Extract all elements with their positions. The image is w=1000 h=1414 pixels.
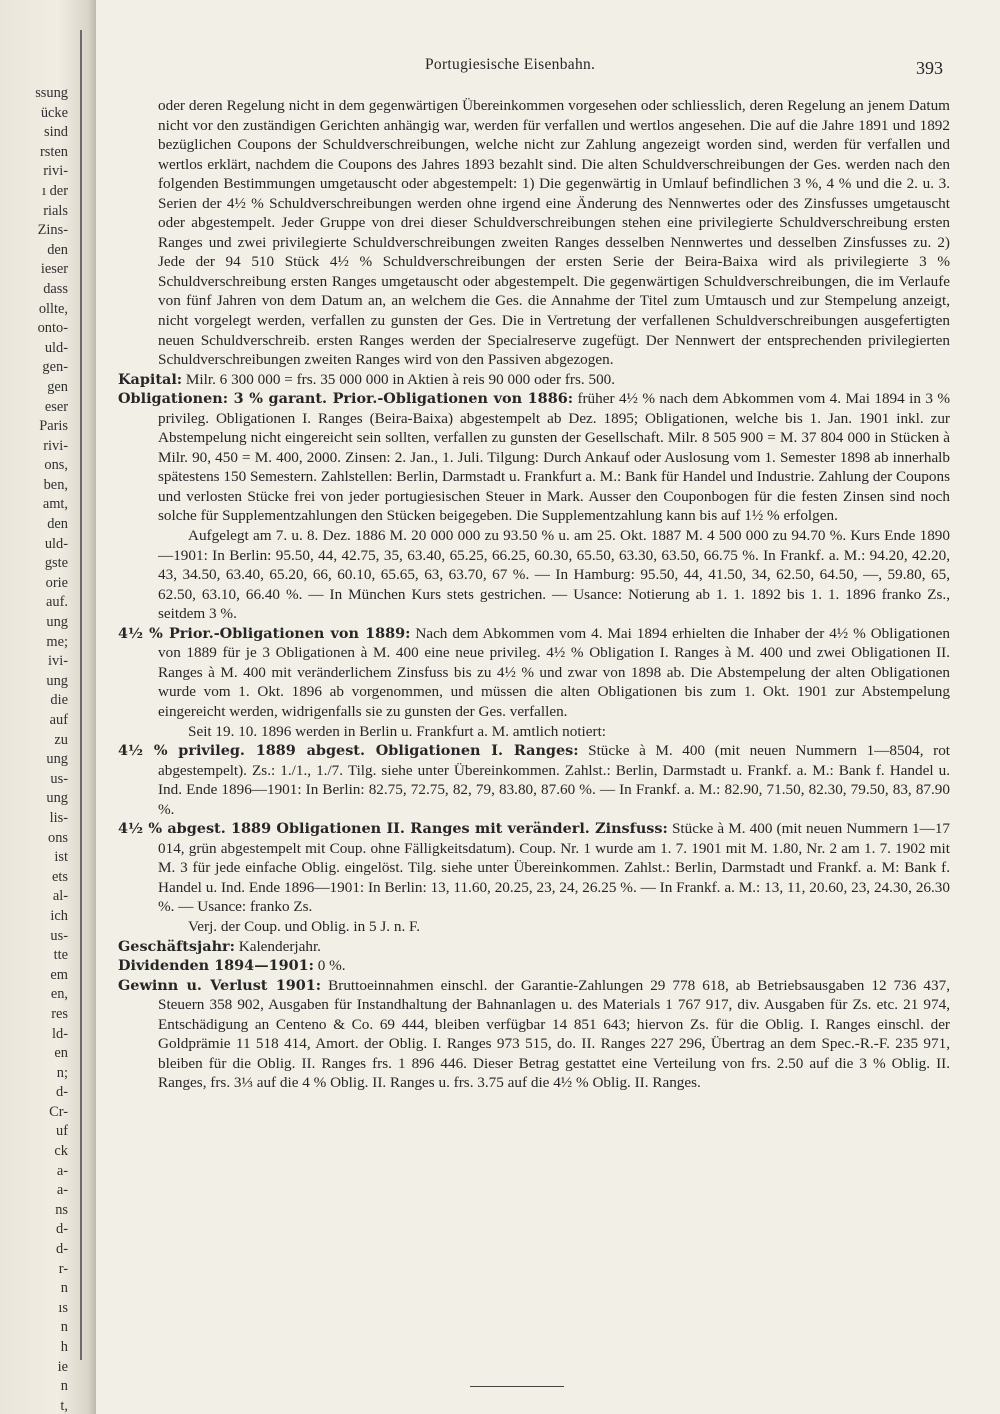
gewinn-verlust-text: Bruttoeinnahmen einschl. der Garantie-Zahlungen 29 778 618, ab Betriebsausgaben 12 736 437, Steuern 358 902, Ausgaben für Instandhaltung der Bahnanlagen u. des Materials 1 767 917, div. Ausgaben für Zs. etc. 21 974, Entschädigung an Centeno & Co. 69 444, bleiben verfügbar 14 851 643; hiervon Zs. für die Oblig. I. Ranges einschl. der Goldprämie 11 518 414, Amort. der Oblig. I. Ranges 973 515, do. II. Ranges 227 296, Übertrag an dem Spec.-R.-F. 235 971, bleiben für die Oblig. II. Ranges frs. 1 896 446. Dieser Betrag gestattet eine Verteilung von frs. 2.50 auf die 3 % Oblig. II. Ranges, frs. 3⅓ auf die 4 % Oblig. II. Ranges u. frs. 3.75 auf die 4½ % Oblig. II. Ranges.: [158, 976, 951, 1092]
margin-fragment: uld-: [44, 535, 68, 552]
margin-fragment: Cr-: [49, 1103, 68, 1120]
margin-fragment: ung: [46, 672, 68, 689]
margin-fragment: onto-: [37, 320, 68, 337]
obligationen-rang-1-text: Stücke à M. 400 (mit neuen Nummern 1—8504, rot abgestempelt). Zs.: 1./1., 1./7. Tilg. siehe unter Übereinkommen. Zahlst.: Berlin, Darmstadt u. Frankf. a. M.: Bank f. Handel u. Ind. Ende 1896—1901: In Berlin: 82.75, 72.75, 82, 79, 83.80, 87.60 %. — In Frankf. a. M.: 82.90, 71.50, 82.30, 79.50, 83, 87.90 %.: [158, 742, 951, 818]
heading-obligationen-1889: 4½ % Prior.-Obligationen von 1889:: [118, 624, 411, 642]
margin-fragment: Zins-: [37, 222, 68, 239]
margin-fragment: res: [51, 1005, 68, 1022]
paragraph-amtlich-notiert: Seit 19. 10. 1896 werden in Berlin u. Frankfurt a. M. amtlich notiert:: [188, 722, 607, 740]
margin-fragment: n: [60, 1378, 68, 1395]
margin-fragment: ben,: [43, 476, 68, 493]
dividenden-text: 0 %.: [317, 957, 346, 975]
margin-fragment: d-: [56, 1084, 68, 1101]
obligationen-1889-text: Nach dem Abkommen vom 4. Mai 1894 erhielten die Inhaber der 4½ % Obligationen von 1889 für je 3 Obligationen à M. 400 eine neue privileg. 4½ % Obligation I. Ranges à M. 400 und zwei Obligationen II. Ranges à M. 400 mit veränderlichem Zinsfuss bis zu 4½ % und zwar von 1898 ab. Die Abstempelung der alten Obligationen wurde vom 1. Okt. 1896 ab vorgenommen, und müssen die alten Obligationen bis zum 1. Okt. 1901 zur Abstempelung eingereicht werden, widrigenfalls sie zu gunsten der Ges. verfallen.: [158, 624, 950, 720]
margin-fragment: den: [47, 241, 68, 258]
entry-obligationen-1889: [118, 624, 950, 722]
margin-fragment: rials: [43, 202, 68, 219]
margin-fragment: n: [60, 1280, 68, 1297]
margin-fragment: en,: [50, 986, 68, 1003]
entry-gewinn-verlust: [118, 976, 950, 1093]
margin-fragment: tte: [53, 947, 68, 964]
margin-fragment: d-: [56, 1221, 68, 1238]
entry-geschaeftsjahr: [118, 937, 950, 957]
paragraph-verjaehrung: Verj. der Coup. und Oblig. in 5 J. n. F.: [188, 917, 421, 935]
heading-obligationen-rang-1: 4½ % privileg. 1889 abgest. Obligationen I. Ranges:: [118, 742, 579, 760]
margin-fragment: n;: [56, 1064, 68, 1081]
entry-kapital: [118, 370, 950, 390]
margin-fragment: ie: [57, 1358, 68, 1375]
margin-fragment: a-: [56, 1162, 68, 1179]
heading-kapital: Kapital:: [118, 370, 183, 388]
margin-fragment: ı der: [42, 182, 68, 199]
margin-fragment: uf: [56, 1123, 68, 1140]
margin-fragment: rivi-: [43, 437, 68, 454]
margin-fragment: ist: [54, 849, 68, 866]
heading-geschaeftsjahr: Geschäftsjahr:: [118, 937, 235, 955]
margin-fragment: us-: [50, 770, 68, 787]
margin-fragment: ons: [48, 829, 68, 846]
margin-fragment: den: [47, 516, 68, 533]
margin-fragment: rsten: [40, 143, 68, 160]
margin-fragment: amt,: [42, 496, 68, 513]
margin-fragment: us-: [50, 927, 68, 944]
entry-obligationen-1886: [118, 389, 950, 526]
page-number: 393: [916, 58, 943, 78]
entry-dividenden: [118, 956, 950, 976]
margin-fragment: r-: [58, 1260, 68, 1277]
margin-fragment: ck: [54, 1143, 68, 1160]
heading-gewinn-verlust: Gewinn u. Verlust 1901:: [118, 976, 322, 994]
paragraph-obligationen-1886-kurs: Aufgelegt am 7. u. 8. Dez. 1886 M. 20 000 000 zu 93.50 % u. am 25. Okt. 1887 M. 4 500 000 zu 94.70 %. Kurs Ende 1890—1901: In Berlin: 95.50, 44, 42.75, 35, 63.40, 65.25, 66.25, 60.30, 65.50, 63.30, 63.50, 66.75 %. In Frankf. a. M.: 94.20, 42.20, 43, 34.50, 63.40, 65.20, 66, 60.10, 65.65, 63, 63.70, 67 %. — In Hamburg: 95.50, 44, 41.50, 34, 62.50, 64.50, —, 59.80, 65, 62.50, 63.10, 66.40 %. — In München Kurs stets gestrichen. — Usance: Notierung ab 1. 1. 1892 bis 1. 1. 1896 franko Zs., seitdem 3 %.: [158, 527, 950, 623]
margin-fragment: ons,: [44, 457, 68, 474]
margin-fragment: en: [54, 1045, 68, 1062]
margin-fragment: gen: [47, 378, 68, 395]
paragraph-intro: oder deren Regelung nicht in dem gegenwärtigen Übereinkommen vorgesehen oder schliesslich, deren Regelung an jenem Datum nicht vor den zuständigen Gerichten anhängig war, werden für verfallen und wertlos angesehen. Die auf die Jahre 1891 und 1892 bezüglichen Coupons der Schuldverschreibungen, welche nicht zur Zahlung angezeigt worden sind, werden für verfallen und wertlos erklärt, nachdem die Coupons des Jahres 1893 bezahlt sind. Die alten Schuldverschreibungen der Ges. werden nach den folgenden Bestimmungen umgetauscht oder abgestempelt: 1) Die gegenwärtig in Umlauf befindlichen 3 %, 4 % und die 2. u. 3. Serien der 4½ % Schuldverschreibungen werden ohne irgend eine Änderung des Nennwertes oder des Zinsfusses umgetauscht oder abgestempelt. Jeder Gruppe von drei dieser Schuldverschreibungen stehen eine privilegierte Schuldverschreibung ersten Ranges und zwei privilegierte Schuldverschreibungen zweiten Ranges desselben Nennwertes und desselben Zinsfusses zu. 2) Jede der 94 510 Stück 4½ % Schuldverschreibungen der ersten Serie der Beira-Baixa wird als privilegierte 3 % Schuldverschreibung ersten Ranges umgetauscht oder abgestempelt. Die gegenwärtigen Schuldverschreibungen, die im Verlaufe von fünf Jahren von dem Datum an, an welchem die Ges. die Annahme der Titel zum Umtausch und zur Stempelung anzeigt, nicht vorgelegt werden, verfallen zu gunsten der Ges. Die in Vertretung der verfallenen Schuldverschreibungen ausgefertigten neuen Schuldverschreib. ersten Ranges werden der Specialreserve zugefügt. Der Nennwert der entsprechenden privilegierten Schuldverschreibungen zweiten Ranges wird von den Passiven abgezogen.: [158, 97, 950, 369]
margin-fragment: orie: [45, 574, 68, 591]
margin-fragment: dass: [43, 280, 68, 297]
margin-fragment: zu: [54, 731, 68, 748]
heading-obligationen-rang-2: 4½ % abgest. 1889 Obligationen II. Ranges mit veränderl. Zinsfuss:: [118, 820, 668, 838]
margin-fragment: gen-: [42, 359, 68, 376]
margin-fragment: ung: [46, 790, 68, 807]
margin-fragment: t,: [60, 1397, 68, 1414]
margin-fragment: ns: [55, 1201, 68, 1218]
margin-fragment: gste: [44, 555, 68, 572]
margin-fragment: ivi-: [48, 653, 68, 670]
margin-fragment: rivi-: [43, 163, 68, 180]
margin-fragment: lis-: [49, 809, 68, 826]
margin-fragment: ıs: [58, 1299, 68, 1316]
margin-fragment: ssung: [35, 85, 68, 101]
margin-fragment: ets: [52, 868, 68, 885]
running-head: Portugiesische Eisenbahn.: [425, 56, 596, 73]
margin-fragment: auf: [49, 712, 68, 728]
page-fold-rule: [80, 30, 82, 1360]
footer-rule: [470, 1386, 564, 1387]
margin-fragment: die: [50, 692, 68, 709]
geschaeftsjahr-text: Kalenderjahr.: [238, 937, 321, 955]
margin-fragment: d-: [56, 1241, 68, 1258]
margin-fragment: a-: [56, 1182, 68, 1199]
margin-fragment: Paris: [39, 418, 68, 435]
margin-fragment: ich: [50, 907, 68, 924]
entry-obligationen-rang-2: [118, 819, 950, 917]
margin-fragment: auf.: [46, 594, 68, 611]
margin-fragment: ung: [46, 751, 68, 768]
heading-obligationen-1886: Obligationen: 3 % garant. Prior.-Obligationen von 1886:: [118, 390, 574, 408]
margin-fragment: sind: [44, 124, 68, 141]
body-text: [118, 96, 950, 1093]
margin-fragment: ücke: [40, 104, 68, 121]
margin-fragment: ollte,: [38, 300, 68, 317]
margin-fragment: uld-: [44, 339, 68, 356]
margin-fragment: ld-: [52, 1025, 68, 1042]
obligationen-1886-text: früher 4½ % nach dem Abkommen vom 4. Mai 1894 in 3 % privileg. Obligationen I. Ranges (Beira-Baixa) abgestempelt ab Dez. 1895; Obligationen, welche bis 1. Jan. 1901 inkl. zur Abstempelung nicht eingereicht sein sollten, verfallen zu gunsten der Gesellschaft. Milr. 8 505 900 = M. 37 804 000 in Stücken à Milr. 90, 450 = M. 400, 2000. Zinsen: 2. Jan., 1. Juli. Tilgung: Durch Ankauf oder Auslosung vom 1. Semester 1898 ab innerhalb spätestens 150 Semestern. Zahlstellen: Berlin, Darmstadt u. Frankfurt a. M.: Bank für Handel und Industrie. Zahlung der Coupons und verlosten Stücke frei von jeder portugiesischen Steuer in Mark. Ausser den Couponbogen für die festen Zinsen sind noch solche für Supplementzahlungen den Stücken beigegeben. Die Supplementzahlung kann bis auf 1½ % erfolgen.: [158, 390, 950, 525]
heading-dividenden: Dividenden 1894—1901:: [118, 957, 314, 975]
margin-fragment: me;: [46, 633, 68, 650]
entry-obligationen-rang-1: [118, 741, 950, 819]
margin-fragment: ung: [46, 614, 68, 631]
margin-fragment: ieser: [40, 261, 68, 278]
margin-fragment: em: [50, 966, 68, 983]
margin-fragment: al-: [52, 888, 68, 905]
previous-page-line-fragments: [0, 84, 68, 1414]
obligationen-rang-2-text: Stücke à M. 400 (mit neuen Nummern 1—17 014, grün abgestempelt mit Coup. ohne Fälligkeitsdatum). Coup. Nr. 1 wurde am 1. 7. 1901 mit M. 1.80, Nr. 2 am 1. 7. 1902 mit M. 3 für jede einfache Oblig. eingelöst. Tilg. siehe unter Übereinkommen. Zahlst.: Berlin, Darmstadt und Frankf. a. M: Bank f. Handel u. Ind. Ende 1896—1901: In Berlin: 13, 11.60, 20.25, 23, 24, 26.25 %. — In Frankf. a. M.: 13, 11, 20.60, 23, 24.30, 26.30 %. — Usance: franko Zs.: [158, 820, 951, 916]
kapital-text: Milr. 6 300 000 = frs. 35 000 000 in Aktien à reis 90 000 oder frs. 500.: [185, 370, 616, 388]
margin-fragment: n: [60, 1319, 68, 1336]
margin-fragment: h: [60, 1339, 68, 1355]
margin-fragment: eser: [44, 398, 68, 415]
